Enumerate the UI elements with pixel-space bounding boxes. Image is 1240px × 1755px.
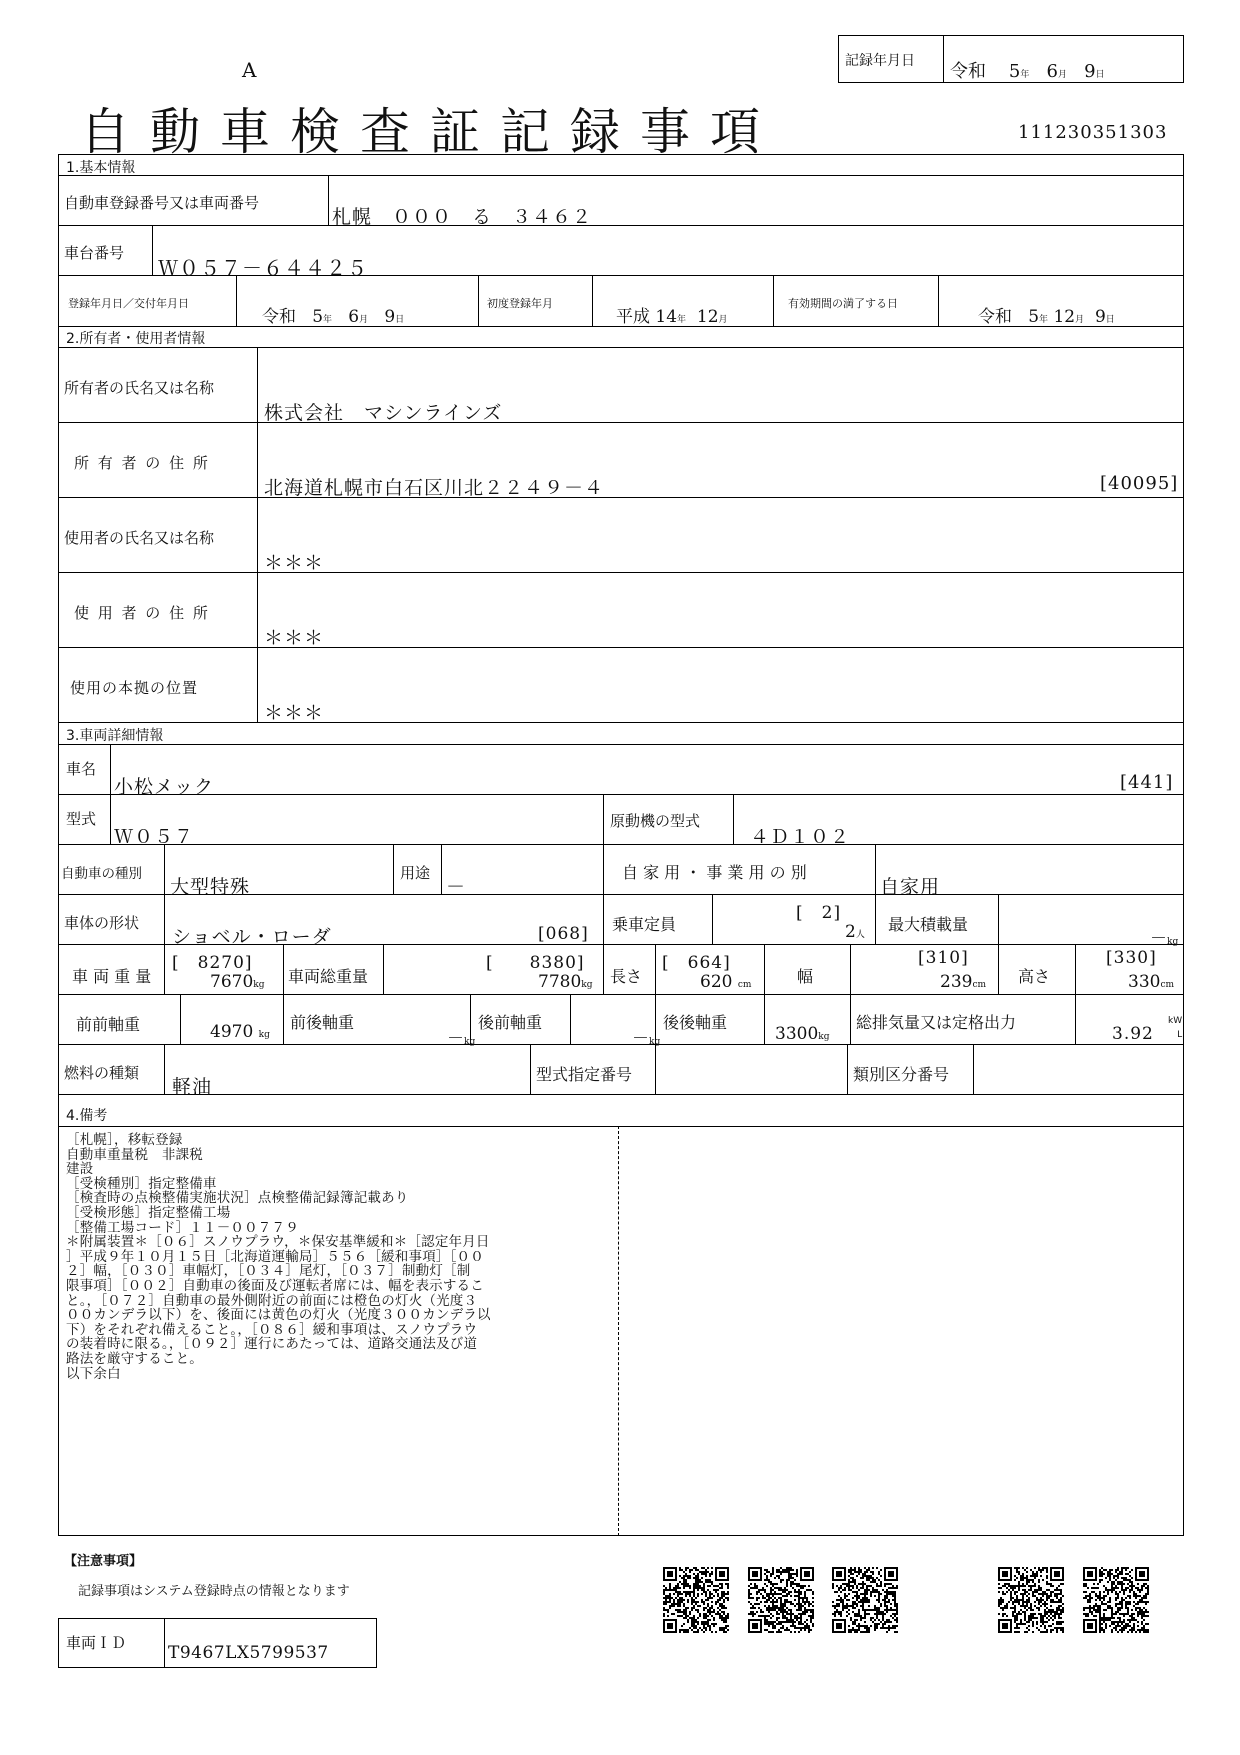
remarks-line: ［札幌］，移転登録 bbox=[66, 1132, 183, 1148]
chassis-number-value: Ｗ０５７－６４４２５ bbox=[158, 256, 368, 280]
section-remarks: 4.備考 bbox=[66, 1108, 108, 1124]
vehicle-weight-label: 車 両 重 量 bbox=[72, 967, 152, 986]
remarks-line: ［整備工場コード］１１－００７７９ bbox=[66, 1219, 299, 1236]
qr-code-3 bbox=[832, 1567, 898, 1633]
gross-weight-bracket: [ 8380] bbox=[486, 953, 585, 973]
qr-code-5 bbox=[1083, 1567, 1149, 1633]
front-front-axle-value: 4970 kg bbox=[210, 1022, 270, 1042]
remarks-line: の装着時に限る。，［０９２］運行にあたっては、道路交通法及び道 bbox=[66, 1336, 478, 1353]
remarks-line: 自動車重量税 非課税 bbox=[66, 1146, 203, 1163]
displacement-label: 総排気量又は定格出力 bbox=[856, 1013, 1017, 1032]
user-name-value: ＊＊＊ bbox=[264, 552, 325, 574]
fuel-type-value: 軽油 bbox=[172, 1076, 213, 1098]
length-bracket: [ 664] bbox=[662, 953, 731, 973]
gross-weight-value: 7780kg bbox=[538, 972, 593, 992]
gross-weight-label: 車両総重量 bbox=[288, 967, 369, 986]
owner-name-label: 所有者の氏名又は名称 bbox=[64, 379, 215, 397]
doc-number: 111230351303 bbox=[1018, 122, 1168, 143]
chassis-number-label: 車台番号 bbox=[64, 244, 125, 262]
model-label: 型式 bbox=[66, 810, 97, 828]
section-basic-info: 1.基本情報 bbox=[66, 160, 136, 176]
front-rear-axle-label: 前後軸重 bbox=[290, 1013, 355, 1032]
capacity-bracket: [ 2] bbox=[796, 903, 842, 923]
usage-label: 用途 bbox=[400, 864, 431, 882]
remarks-line: と。，［０７２］自動車の最外側附近の前面には橙色の灯火（光度３ bbox=[66, 1292, 478, 1309]
engine-model-label: 原動機の型式 bbox=[610, 812, 701, 830]
first-reg-label: 初度登録年月 bbox=[487, 297, 553, 310]
rear-rear-axle-value: 3300kg bbox=[775, 1024, 830, 1044]
regdate-label: 登録年月日／交付年月日 bbox=[68, 297, 189, 310]
user-address-label: 使 用 者 の 住 所 bbox=[74, 604, 210, 622]
notes-title: 【注意事項】 bbox=[64, 1554, 143, 1569]
model-value: Ｗ０５７ bbox=[114, 826, 195, 848]
class-number-label: 類別区分番号 bbox=[853, 1065, 950, 1084]
owner-address-label: 所 有 者 の 住 所 bbox=[74, 454, 210, 472]
base-location-label: 使用の本拠の位置 bbox=[70, 679, 199, 697]
remarks-line: 建設 bbox=[66, 1161, 94, 1178]
height-value: 330cm bbox=[1128, 972, 1175, 992]
remarks-line: ＊附属装置＊［０６］スノウプラウ，＊保安基準緩和＊［認定年月日 bbox=[66, 1234, 490, 1251]
qr-code-4 bbox=[998, 1567, 1064, 1633]
body-shape-label: 車体の形状 bbox=[64, 914, 140, 932]
first-reg-value: 平成 14年 12月 bbox=[616, 307, 728, 327]
owner-address-code: [40095] bbox=[1100, 473, 1179, 494]
car-name-value: 小松メック bbox=[114, 776, 215, 798]
remarks-divider bbox=[618, 1126, 619, 1536]
user-name-label: 使用者の氏名又は名称 bbox=[64, 529, 215, 547]
record-date-value: 令和 5年 6月 9日 bbox=[950, 61, 1105, 82]
car-name-code: [441] bbox=[1120, 772, 1174, 793]
section-vehicle-detail: 3.車両詳細情報 bbox=[66, 728, 164, 744]
width-label: 幅 bbox=[797, 967, 814, 986]
remarks-line: ］平成９年１０月１５日［北海道運輸局］５５６［緩和事項］［００ bbox=[66, 1248, 484, 1265]
width-bracket: [310] bbox=[918, 948, 969, 968]
width-value: 239cm bbox=[940, 972, 987, 992]
remarks-line: ［検査時の点検整備実施状況］点検整備記録簿記載あり bbox=[66, 1190, 409, 1207]
designation-number-label: 型式指定番号 bbox=[536, 1065, 633, 1084]
remarks-line: 路法を厳守すること。 bbox=[66, 1350, 203, 1367]
remarks-line: 以下余白 bbox=[66, 1365, 121, 1382]
body-shape-value: ショベル・ローダ bbox=[172, 926, 332, 948]
rear-rear-axle-label: 後後軸重 bbox=[663, 1013, 728, 1032]
reg-number-value: 札幌 ０００ る ３４６２ bbox=[332, 206, 593, 228]
vehicle-id-label: 車両ＩＤ bbox=[66, 1634, 127, 1652]
remarks-line: 限事項］［００２］自動車の後面及び運転者席には、幅を表示するこ bbox=[66, 1277, 484, 1294]
owner-address-value: 北海道札幌市白石区川北２２４９－４ bbox=[264, 477, 605, 499]
displacement-units: kW L bbox=[1168, 1016, 1183, 1040]
owner-name-value: 株式会社 マシンラインズ bbox=[264, 402, 503, 424]
qr-code-1 bbox=[663, 1567, 729, 1633]
expiry-value: 令和 5年 12月 9日 bbox=[978, 307, 1115, 327]
fuel-type-label: 燃料の種類 bbox=[64, 1064, 140, 1082]
length-label: 長さ bbox=[610, 967, 643, 986]
vehicle-type-label: 自動車の種別 bbox=[61, 866, 142, 882]
max-load-label: 最大積載量 bbox=[888, 915, 969, 934]
user-address-value: ＊＊＊ bbox=[264, 627, 325, 649]
vehicle-weight-value: 7670kg bbox=[210, 972, 265, 992]
private-business-value: 自家用 bbox=[880, 876, 941, 898]
qr-code-2 bbox=[748, 1567, 814, 1633]
private-business-label: 自 家 用 ・ 事 業 用 の 別 bbox=[622, 863, 807, 882]
engine-model-value: ４Ｄ１０２ bbox=[750, 826, 851, 848]
front-rear-axle-value: －kg bbox=[447, 1029, 476, 1049]
length-value: 620 cm bbox=[700, 972, 752, 992]
remarks-line: ［受検種別］指定整備車 bbox=[66, 1175, 217, 1192]
max-load-value: －kg bbox=[1150, 929, 1179, 949]
displacement-value: 3.92 bbox=[1112, 1024, 1154, 1044]
regdate-value: 令和 5年 6月 9日 bbox=[262, 307, 405, 327]
remarks-text bbox=[66, 1133, 491, 1381]
reg-number-label: 自動車登録番号又は車両番号 bbox=[64, 194, 260, 212]
front-front-axle-label: 前前軸重 bbox=[76, 1015, 141, 1034]
record-date-label: 記録年月日 bbox=[845, 53, 915, 69]
remarks-line: ２］幅，［０３０］車幅灯，［０３４］尾灯，［０３７］制動灯［制 bbox=[66, 1263, 471, 1280]
remarks-line: ００カンデラ以下）を、後面には黄色の灯火（光度３００カンデラ以 bbox=[66, 1307, 491, 1324]
expiry-label: 有効期間の満了する日 bbox=[788, 297, 898, 310]
car-name-label: 車名 bbox=[66, 760, 97, 778]
remarks-line: ［受検形態］指定整備工場 bbox=[66, 1204, 231, 1221]
base-location-value: ＊＊＊ bbox=[264, 702, 325, 724]
body-shape-code: [068] bbox=[538, 924, 589, 944]
height-label: 高さ bbox=[1018, 967, 1051, 986]
height-bracket: [330] bbox=[1106, 948, 1157, 968]
form-code: A bbox=[242, 58, 257, 82]
notes-text: 記録事項はシステム登録時点の情報となります bbox=[78, 1584, 350, 1599]
rear-front-axle-label: 後前軸重 bbox=[478, 1013, 543, 1032]
rear-front-axle-value: －kg bbox=[632, 1029, 661, 1049]
capacity-value: 2人 bbox=[845, 922, 865, 942]
usage-value: － bbox=[446, 876, 467, 898]
vehicle-weight-bracket: [ 8270] bbox=[172, 953, 253, 973]
vehicle-id-value: T9467LX5799537 bbox=[168, 1643, 329, 1663]
remarks-line: 下）をそれぞれ備えること。，［０８６］緩和事項は、スノウプラウ bbox=[66, 1321, 478, 1338]
vehicle-type-value: 大型特殊 bbox=[170, 876, 251, 898]
capacity-label: 乗車定員 bbox=[612, 915, 677, 934]
section-owner-info: 2.所有者・使用者情報 bbox=[66, 331, 206, 347]
page-title: 自動車検査証記録事項 bbox=[80, 103, 780, 161]
